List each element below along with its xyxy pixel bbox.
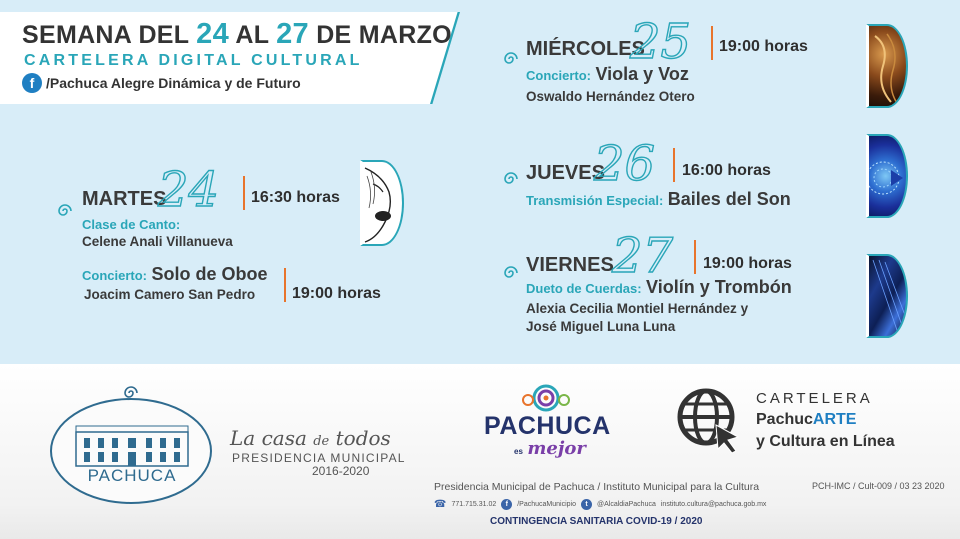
martes-event-1-type: Clase de Canto: xyxy=(82,217,181,232)
dance-photo xyxy=(866,134,908,218)
title-mid: AL xyxy=(235,21,269,49)
facebook-page-link[interactable] xyxy=(22,73,301,93)
strings-photo xyxy=(866,254,908,338)
slogan-la-casa-de-todos xyxy=(230,426,391,450)
martes-event-2-time: 19:00 horas xyxy=(292,285,381,302)
contact-bar xyxy=(434,497,766,511)
viernes-divider xyxy=(694,240,696,274)
miercoles-event-type: Concierto: xyxy=(526,68,591,83)
viernes-event xyxy=(526,277,792,298)
phone-icon: ☎ xyxy=(434,498,447,510)
miercoles-day-number: 25 xyxy=(630,14,692,70)
title-suffix: DE MARZO xyxy=(316,21,452,49)
miercoles-day-name: MIÉRCOLES xyxy=(526,38,645,60)
martes-divider xyxy=(243,176,245,210)
viernes-event-title: Violín y Trombón xyxy=(646,277,792,297)
martes-day-name: MARTES xyxy=(82,188,167,210)
miercoles-performer: Oswaldo Hernández Otero xyxy=(526,89,695,104)
miercoles-time: 19:00 horas xyxy=(719,38,808,55)
swirl-ornament-icon xyxy=(54,200,76,222)
martes-time: 16:30 horas xyxy=(251,189,340,206)
es-word: es xyxy=(514,447,523,456)
martes-event-2-divider xyxy=(284,268,286,302)
miercoles-event-title: Viola y Voz xyxy=(595,64,689,84)
facebook-page-name: /Pachuca Alegre Dinámica y de Futuro xyxy=(46,75,301,91)
pachucarte-brand xyxy=(756,411,856,429)
viernes-day-name: VIERNES xyxy=(526,254,614,276)
martes-event-1 xyxy=(82,216,180,234)
swirl-ornament-icon xyxy=(500,262,522,284)
martes-event-2 xyxy=(82,264,267,285)
martes-event-2-performer: Joacim Camero San Pedro xyxy=(84,287,256,302)
cartelera-title: CARTELERA xyxy=(756,390,873,407)
slogan-presidencia: PRESIDENCIA MUNICIPAL xyxy=(232,451,406,465)
twitter-icon: t xyxy=(581,499,592,510)
building-icon xyxy=(72,420,192,468)
jueves-event-type: Transmisión Especial: xyxy=(526,193,664,208)
miercoles-divider xyxy=(711,26,713,60)
violin-photo xyxy=(866,24,908,108)
document-code: PCH-IMC / Cult-009 / 03 23 2020 xyxy=(812,481,945,491)
slogan-years: 2016-2020 xyxy=(312,464,370,478)
viernes-event-type: Dueto de Cuerdas: xyxy=(526,281,642,296)
page-subtitle: CARTELERA DIGITAL CULTURAL xyxy=(24,52,363,69)
cultura-en-linea: y Cultura en Línea xyxy=(756,433,895,450)
miercoles-event xyxy=(526,64,689,85)
contingencia-notice: CONTINGENCIA SANITARIA COVID-19 / 2020 xyxy=(490,516,703,527)
swirl-ornament-icon xyxy=(500,48,522,70)
martes-event-2-type: Concierto: xyxy=(82,268,147,283)
twitter-handle[interactable]: @AlcaldiaPachuca xyxy=(597,500,656,508)
email-address[interactable]: instituto.cultura@pachuca.gob.mx xyxy=(660,500,767,508)
viernes-performer-1: Alexia Cecilia Montiel Hernández y xyxy=(526,301,749,316)
viernes-day-number: 27 xyxy=(612,228,674,284)
viernes-performer-2: José Miguel Luna Luna xyxy=(526,319,676,334)
slogan-todos: todos xyxy=(335,426,391,450)
globe-cursor-icon xyxy=(674,385,744,455)
jueves-event-title: Bailes del Son xyxy=(667,189,791,209)
facebook-icon: f xyxy=(501,499,512,510)
phone-number: 771.715.31.02 xyxy=(451,500,497,508)
title-end-day: 27 xyxy=(276,18,309,50)
facebook-handle[interactable]: /PachucaMunicipio xyxy=(517,500,576,508)
jueves-day-name: JUEVES xyxy=(526,162,605,184)
slogan-la-casa: La casa xyxy=(230,426,307,450)
title-start-day: 24 xyxy=(196,18,230,50)
pachucarte-arte: ARTE xyxy=(812,411,857,428)
martes-day-number: 24 xyxy=(158,162,220,218)
martes-event-2-title: Solo de Oboe xyxy=(151,264,268,284)
pachucarte-prefix: Pachuc xyxy=(756,411,813,428)
slogan-de: de xyxy=(313,434,330,449)
viernes-time: 19:00 horas xyxy=(703,255,792,272)
title-prefix: SEMANA DEL xyxy=(22,21,189,49)
facebook-icon: f xyxy=(22,73,42,93)
jueves-event xyxy=(526,189,791,210)
swirl-ornament-icon xyxy=(500,168,522,190)
jueves-time: 16:00 horas xyxy=(682,162,771,179)
jueves-divider xyxy=(673,148,675,182)
institutions-line: Presidencia Municipal de Pachuca / Instituto Municipal para la Cultura xyxy=(434,481,760,493)
es-mejor-tagline xyxy=(514,438,586,459)
crest-name: PACHUCA xyxy=(87,466,177,485)
singer-illustration xyxy=(360,160,404,246)
mejor-word: mejor xyxy=(527,438,586,459)
pachuca-logo-text: PACHUCA xyxy=(484,412,611,440)
page-title xyxy=(22,18,452,51)
martes-event-1-performer: Celene Anali Villanueva xyxy=(82,234,233,249)
jueves-day-number: 26 xyxy=(594,136,656,192)
